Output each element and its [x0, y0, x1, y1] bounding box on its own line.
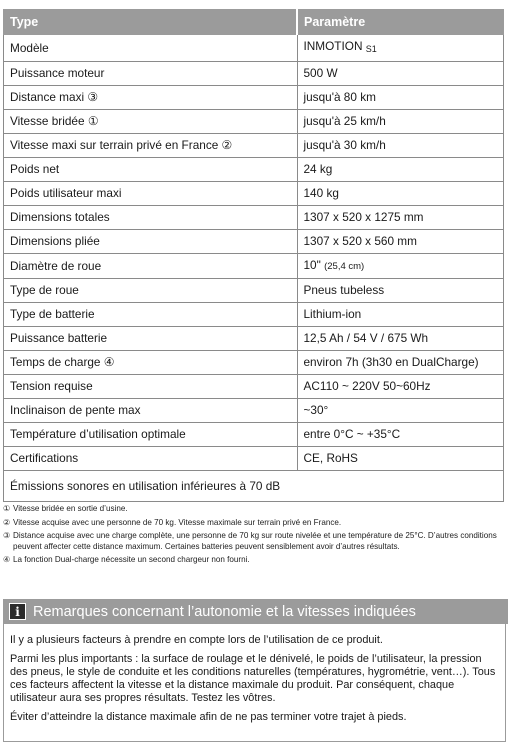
noise-emission-note: Émissions sonores en utilisation inférieures à 70 dB: [4, 471, 504, 502]
column-header-parametre: Paramètre: [297, 10, 504, 35]
row-value-text: entre 0°C ~ +35°C: [303, 427, 401, 441]
row-value-text: 1307 x 520 x 1275 mm: [303, 210, 424, 224]
row-value-text: Pneus tubeless: [303, 283, 385, 297]
table-header-row: [4, 10, 504, 35]
table-footer-row: [4, 471, 504, 502]
row-value: [297, 158, 504, 182]
row-value-text: Lithium-ion: [303, 307, 362, 321]
info-icon: i: [9, 603, 26, 620]
row-value: [297, 303, 504, 327]
remarks-header: [3, 599, 508, 624]
row-value: [297, 206, 504, 230]
table-row: [4, 86, 504, 110]
row-label: Puissance batterie: [4, 327, 298, 351]
table-row: [4, 158, 504, 182]
row-value: [297, 110, 504, 134]
row-value-text: 10": [303, 258, 321, 272]
row-value: [297, 351, 504, 375]
table-row: [4, 423, 504, 447]
table-row: [4, 110, 504, 134]
footnote-text: Distance acquise avec une charge complète, une personne de 70 kg sur route nivelée et une température de 25°C. D’autres conditions peuvent affecter cette distance maximum. Certaines batteries peuvent sensiblement avoir d’autres résultats.: [13, 531, 497, 551]
remarks-paragraph: Éviter d’atteindre la distance maximale afin de ne pas terminer votre trajet à pieds.: [10, 711, 407, 723]
footnote-number: ③: [3, 531, 11, 540]
table-row: [4, 254, 504, 279]
footnote-number: ②: [3, 517, 11, 527]
row-value: [297, 86, 504, 110]
row-value-text: 1307 x 520 x 560 mm: [303, 234, 417, 248]
footnote-text: Vitesse acquise avec une personne de 70 kg. Vitesse maximale sur terrain privé en France.: [13, 517, 342, 527]
table-row: [4, 375, 504, 399]
row-label: Temps de charge ④: [4, 351, 298, 375]
row-value: [297, 327, 504, 351]
row-value: [297, 399, 504, 423]
footnotes: [3, 504, 508, 569]
row-value-text: INMOTION: [303, 39, 363, 53]
footnote: [3, 518, 508, 529]
footnote-text: Vitesse bridée en sortie d’usine.: [13, 504, 128, 513]
table-row: [4, 351, 504, 375]
remarks-paragraph: Parmi les plus importants : la surface de roulage et le dénivelé, le poids de l’utilisateur, la pression des pneus, le style de conduite et les conditions naturelles (températures, hygrométrie, vent…). Tous ces facteurs affectent la vitesse et la distance maximale du produit. Par conséquent, chaque utilisateur aura ses propres résultats. Testez les vôtres.: [10, 653, 496, 704]
row-label: Tension requise: [4, 375, 298, 399]
row-label: Vitesse maxi sur terrain privé en France ②: [4, 134, 298, 158]
footnote: [3, 555, 508, 566]
row-label: Poids net: [4, 158, 298, 182]
table-row: [4, 279, 504, 303]
row-value-text: environ 7h (3h30 en DualCharge): [303, 355, 479, 369]
row-label: Vitesse bridée ①: [4, 110, 298, 134]
row-label: Température d’utilisation optimale: [4, 423, 298, 447]
footnote-number: ④: [3, 555, 11, 564]
row-label: Modèle: [4, 35, 298, 62]
row-label: Dimensions pliée: [4, 230, 298, 254]
row-value-text: AC110 ~ 220V 50~60Hz: [303, 379, 431, 393]
row-value-small: (25,4 cm): [324, 261, 365, 272]
table-row: [4, 303, 504, 327]
row-value: [297, 230, 504, 254]
row-value: [297, 423, 504, 447]
row-label: Diamètre de roue: [4, 254, 298, 279]
row-label: Type de roue: [4, 279, 298, 303]
row-label: Certifications: [4, 447, 298, 471]
row-value-text: 140 kg: [303, 186, 339, 200]
row-label: Dimensions totales: [4, 206, 298, 230]
row-value-text: jusqu'à 30 km/h: [303, 138, 386, 152]
row-value: [297, 447, 504, 471]
table-row: [4, 447, 504, 471]
table-row: [4, 230, 504, 254]
table-row: [4, 399, 504, 423]
row-value-text: ~30°: [303, 403, 329, 417]
row-value: [297, 62, 504, 86]
row-value-subscript: S1: [365, 44, 377, 54]
footnote: [3, 504, 508, 515]
table-row: [4, 62, 504, 86]
footnote-number: ①: [3, 504, 11, 513]
footnote: [3, 531, 508, 552]
row-value: [297, 375, 504, 399]
table-row: [4, 206, 504, 230]
remarks-body: [3, 624, 506, 742]
row-value-text: CE, RoHS: [303, 451, 358, 465]
remarks-title: Remarques concernant l’autonomie et la vitesses indiquées: [33, 603, 416, 620]
spec-table: [3, 9, 504, 502]
remarks-paragraph: Il y a plusieurs facteurs à prendre en compte lors de l’utilisation de ce produit.: [10, 634, 383, 646]
row-value: [297, 35, 504, 62]
column-header-type: Type: [4, 10, 298, 35]
row-value: [297, 182, 504, 206]
row-value-text: jusqu'à 25 km/h: [303, 114, 386, 128]
row-value-text: 500 W: [303, 66, 338, 80]
row-label: Inclinaison de pente max: [4, 399, 298, 423]
footnote-text: La fonction Dual-charge nécessite un second chargeur non fourni.: [13, 555, 250, 564]
row-label: Distance maxi ③: [4, 86, 298, 110]
row-label: Puissance moteur: [4, 62, 298, 86]
row-value: [297, 279, 504, 303]
row-value: [297, 254, 504, 279]
table-row: [4, 35, 504, 62]
table-row: [4, 327, 504, 351]
row-value: [297, 134, 504, 158]
table-body: [4, 35, 504, 502]
table-row: [4, 134, 504, 158]
row-value-text: 12,5 Ah / 54 V / 675 Wh: [303, 331, 429, 345]
row-value-text: jusqu'à 80 km: [303, 90, 376, 104]
row-label: Type de batterie: [4, 303, 298, 327]
row-label: Poids utilisateur maxi: [4, 182, 298, 206]
table-row: [4, 182, 504, 206]
row-value-text: 24 kg: [303, 162, 333, 176]
